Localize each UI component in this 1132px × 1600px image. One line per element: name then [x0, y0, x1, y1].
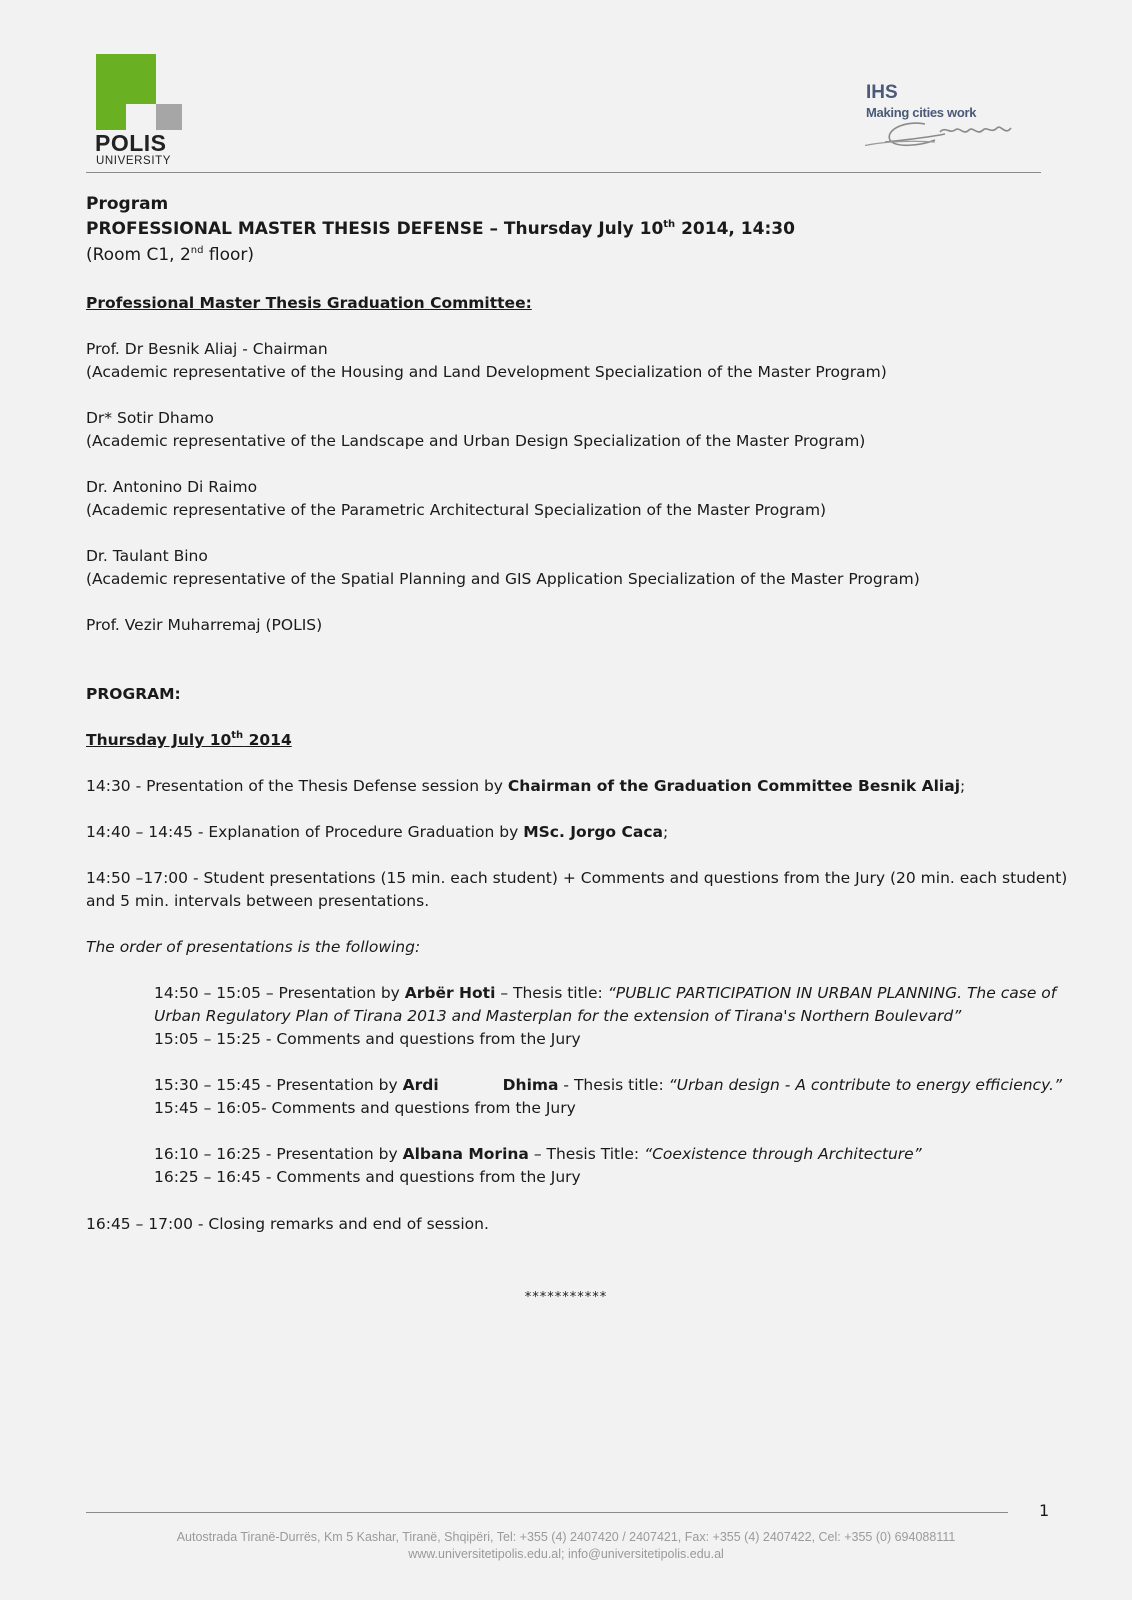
presentation-1: 14:50 – 15:05 – Presentation by Arbër Hoti – Thesis title: “PUBLIC PARTICIPATION IN URBAN PLANNING. The case of	[154, 984, 1057, 1002]
room-info: (Room C1, 2nd floor)	[86, 245, 254, 265]
presentation-2: 15:30 – 15:45 - Presentation by Ardi Dhima - Thesis title: “Urban design - A contribute to energy efficiency.”	[154, 1076, 1063, 1094]
presentation-1-jury: 15:05 – 15:25 - Comments and questions from the Jury	[154, 1030, 581, 1048]
committee-member-role: (Academic representative of the Parametric Architectural Specialization of the Master Program)	[86, 501, 827, 519]
ihs-logo-tagline: Making cities work	[866, 105, 977, 120]
committee-member-name: Dr. Taulant Bino	[86, 547, 208, 565]
presentation-2-jury: 15:45 – 16:05- Comments and questions from the Jury	[154, 1099, 576, 1117]
committee-member-name: Prof. Dr Besnik Aliaj - Chairman	[86, 340, 328, 358]
footer-divider	[86, 1512, 1008, 1513]
committee-member-name: Dr* Sotir Dhamo	[86, 409, 214, 427]
program-label: Program	[86, 194, 169, 214]
committee-member-role: (Academic representative of the Housing and Land Development Specialization of the Master Program)	[86, 363, 887, 381]
presentation-1-title-cont: Urban Regulatory Plan of Tirana 2013 and Masterplan for the extension of Tirana's Northern Boulevard”	[154, 1007, 962, 1025]
header-divider	[86, 172, 1041, 173]
presentation-3-jury: 16:25 – 16:45 - Comments and questions from the Jury	[154, 1168, 581, 1186]
ihs-logo	[865, 82, 1045, 162]
footer-address: Autostrada Tiranë-Durrës, Km 5 Kashar, Tiranë, Shqipëri, Tel: +355 (4) 2407420 / 2407421, Fax: +355 (4) 2407422, Cel: +355 (0) 694088111	[176, 1530, 956, 1544]
ihs-logo-name: IHS	[866, 82, 898, 103]
committee-member-name: Dr. Antonino Di Raimo	[86, 478, 258, 496]
polis-logo-grey-block	[156, 104, 182, 130]
presentation-3: 16:10 – 16:25 - Presentation by Albana Morina – Thesis Title: “Coexistence through Architecture”	[154, 1145, 922, 1163]
page-title: PROFESSIONAL MASTER THESIS DEFENSE – Thursday July 10th 2014, 14:30	[86, 219, 795, 239]
committee-heading: Professional Master Thesis Graduation Committee:	[86, 294, 532, 312]
program-item-opening: 14:30 - Presentation of the Thesis Defense session by Chairman of the Graduation Committee Besnik Aliaj;	[86, 777, 966, 795]
polis-logo-sub: UNIVERSITY	[96, 155, 172, 167]
program-item-presentations-cont: and 5 min. intervals between presentations.	[86, 892, 430, 910]
program-item-procedure: 14:40 – 14:45 - Explanation of Procedure Graduation by MSc. Jorgo Caca;	[86, 823, 669, 841]
program-day: Thursday July 10th 2014	[86, 730, 292, 749]
polis-logo-name: POLIS	[95, 130, 167, 156]
committee-member-role: (Academic representative of the Landscape and Urban Design Specialization of the Master Program)	[86, 432, 866, 450]
polis-university-logo	[96, 54, 188, 170]
erasmus-signature-icon	[865, 112, 1045, 162]
program-item-closing: 16:45 – 17:00 - Closing remarks and end of session.	[86, 1215, 489, 1233]
page-number: 1	[1039, 1501, 1050, 1520]
section-separator: ***********	[524, 1290, 608, 1305]
footer-web: www.universitetipolis.edu.al; info@universitetipolis.edu.al	[408, 1547, 724, 1561]
presentation-order-intro: The order of presentations is the following:	[86, 938, 421, 956]
program-item-presentations: 14:50 –17:00 - Student presentations (15 min. each student) + Comments and questions from the Jury (20 min. each student)	[86, 869, 1068, 887]
committee-member-role: (Academic representative of the Spatial Planning and GIS Application Specialization of the Master Program)	[86, 570, 920, 588]
committee-member-name: Prof. Vezir Muharremaj (POLIS)	[86, 616, 323, 634]
program-heading: PROGRAM:	[86, 685, 181, 703]
